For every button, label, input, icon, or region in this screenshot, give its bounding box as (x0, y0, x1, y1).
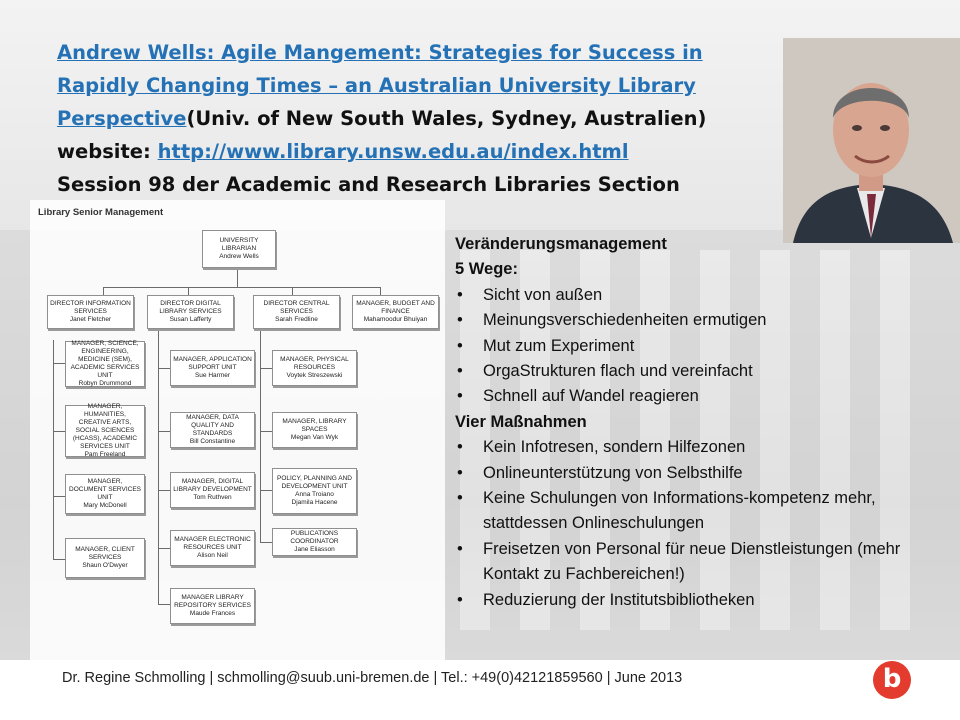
org-box-top: UNIVERSITY LIBRARIAN Andrew Wells (202, 230, 276, 268)
footer-text: Dr. Regine Schmolling | schmolling@suub.uni-bremen.de | Tel.: +49(0)42121859560 | June 2013 (62, 670, 683, 686)
list-item: • Freisetzen von Personal für neue Dienstleistungen (mehr Kontakt zu Fachbereichen!) (455, 537, 945, 588)
ways-list (455, 283, 945, 410)
org-box-manager: POLICY, PLANNING AND DEVELOPMENT UNIT Anna Troiano Djamila Hacene (272, 468, 357, 514)
footer (0, 660, 960, 720)
measures-list (455, 435, 945, 613)
list-item: • Meinungsverschiedenheiten ermutigen (455, 308, 945, 333)
list-item: • Mut zum Experiment (455, 334, 945, 359)
org-box-manager: PUBLICATIONS COORDINATOR Jane Eliasson (272, 528, 357, 556)
speaker-photo (783, 38, 960, 243)
org-box-manager: MANAGER, PHYSICAL RESOURCES Voytek Streszewski (272, 350, 357, 386)
org-box-director: DIRECTOR DIGITAL LIBRARY SERVICES Susan Lafferty (147, 295, 234, 329)
list-item: • Onlineunterstützung von Selbsthilfe (455, 461, 945, 486)
org-box-manager: MANAGER, CLIENT SERVICES Shaun O'Dwyer (65, 538, 145, 578)
heading-change-management: Veränderungsmanagement (455, 235, 667, 253)
org-chart-title: Library Senior Management (38, 207, 164, 218)
org-box-manager: MANAGER, DOCUMENT SERVICES UNIT Mary McDonell (65, 474, 145, 514)
org-box-manager: MANAGER, DIGITAL LIBRARY DEVELOPMENT Tom Ruthven (170, 472, 255, 508)
logo-icon: b (873, 661, 911, 699)
list-item: • Kein Infotresen, sondern Hilfezonen (455, 435, 945, 460)
website-label: website: (57, 140, 158, 163)
list-item: • Schnell auf Wandel reagieren (455, 384, 945, 409)
list-item: • Reduzierung der Institutsbibliotheken (455, 588, 945, 613)
org-box-director: DIRECTOR CENTRAL SERVICES Sarah Fredline (253, 295, 340, 329)
org-box-director: MANAGER, BUDGET AND FINANCE Mahamoodur Bhuiyan (352, 295, 439, 329)
website-link[interactable]: http://www.library.unsw.edu.au/index.html (157, 140, 629, 163)
org-chart (30, 200, 445, 660)
subheading-five-ways: 5 Wege: (455, 260, 518, 279)
list-item: • Keine Schulungen von Informations-kompetenz mehr, stattdessen Onlineschulungen (455, 486, 945, 537)
title-link[interactable]: Andrew Wells: Agile Mangement: Strategies for Success in Rapidly Changing Times – an Australian University Library Perspective (57, 41, 703, 130)
heading-measures: Vier Maßnahmen (455, 412, 587, 431)
slide-title (57, 36, 757, 201)
session-line: Session 98 der Academic and Research Libraries Section (57, 173, 680, 196)
org-box-manager: MANAGER, APPLICATION SUPPORT UNIT Sue Harmer (170, 350, 255, 386)
title-affiliation: (Univ. of New South Wales, Sydney, Australien) (186, 107, 707, 130)
org-box-manager: MANAGER, LIBRARY SPACES Megan Van Wyk (272, 412, 357, 448)
org-box-manager: MANAGER ELECTRONIC RESOURCES UNIT Alison Neil (170, 530, 255, 566)
org-box-director: DIRECTOR INFORMATION SERVICES Janet Fletcher (47, 295, 134, 329)
org-box-manager: MANAGER, DATA QUALITY AND STANDARDS Bill Constantine (170, 412, 255, 448)
list-item: • OrgaStrukturen flach und vereinfacht (455, 359, 945, 384)
list-item: • Sicht von außen (455, 283, 945, 308)
org-box-manager: MANAGER, HUMANITIES, CREATIVE ARTS, SOCIAL SCIENCES (HCASS), ACADEMIC SERVICES UNIT Pam Freeland (65, 405, 145, 457)
org-box-manager: MANAGER LIBRARY REPOSITORY SERVICES Maude Frances (170, 588, 255, 624)
org-box-manager: MANAGER, SCIENCE, ENGINEERING, MEDICINE (SEM), ACADEMIC SERVICES UNIT Robyn Drummond (65, 341, 145, 387)
content-text (455, 232, 945, 613)
